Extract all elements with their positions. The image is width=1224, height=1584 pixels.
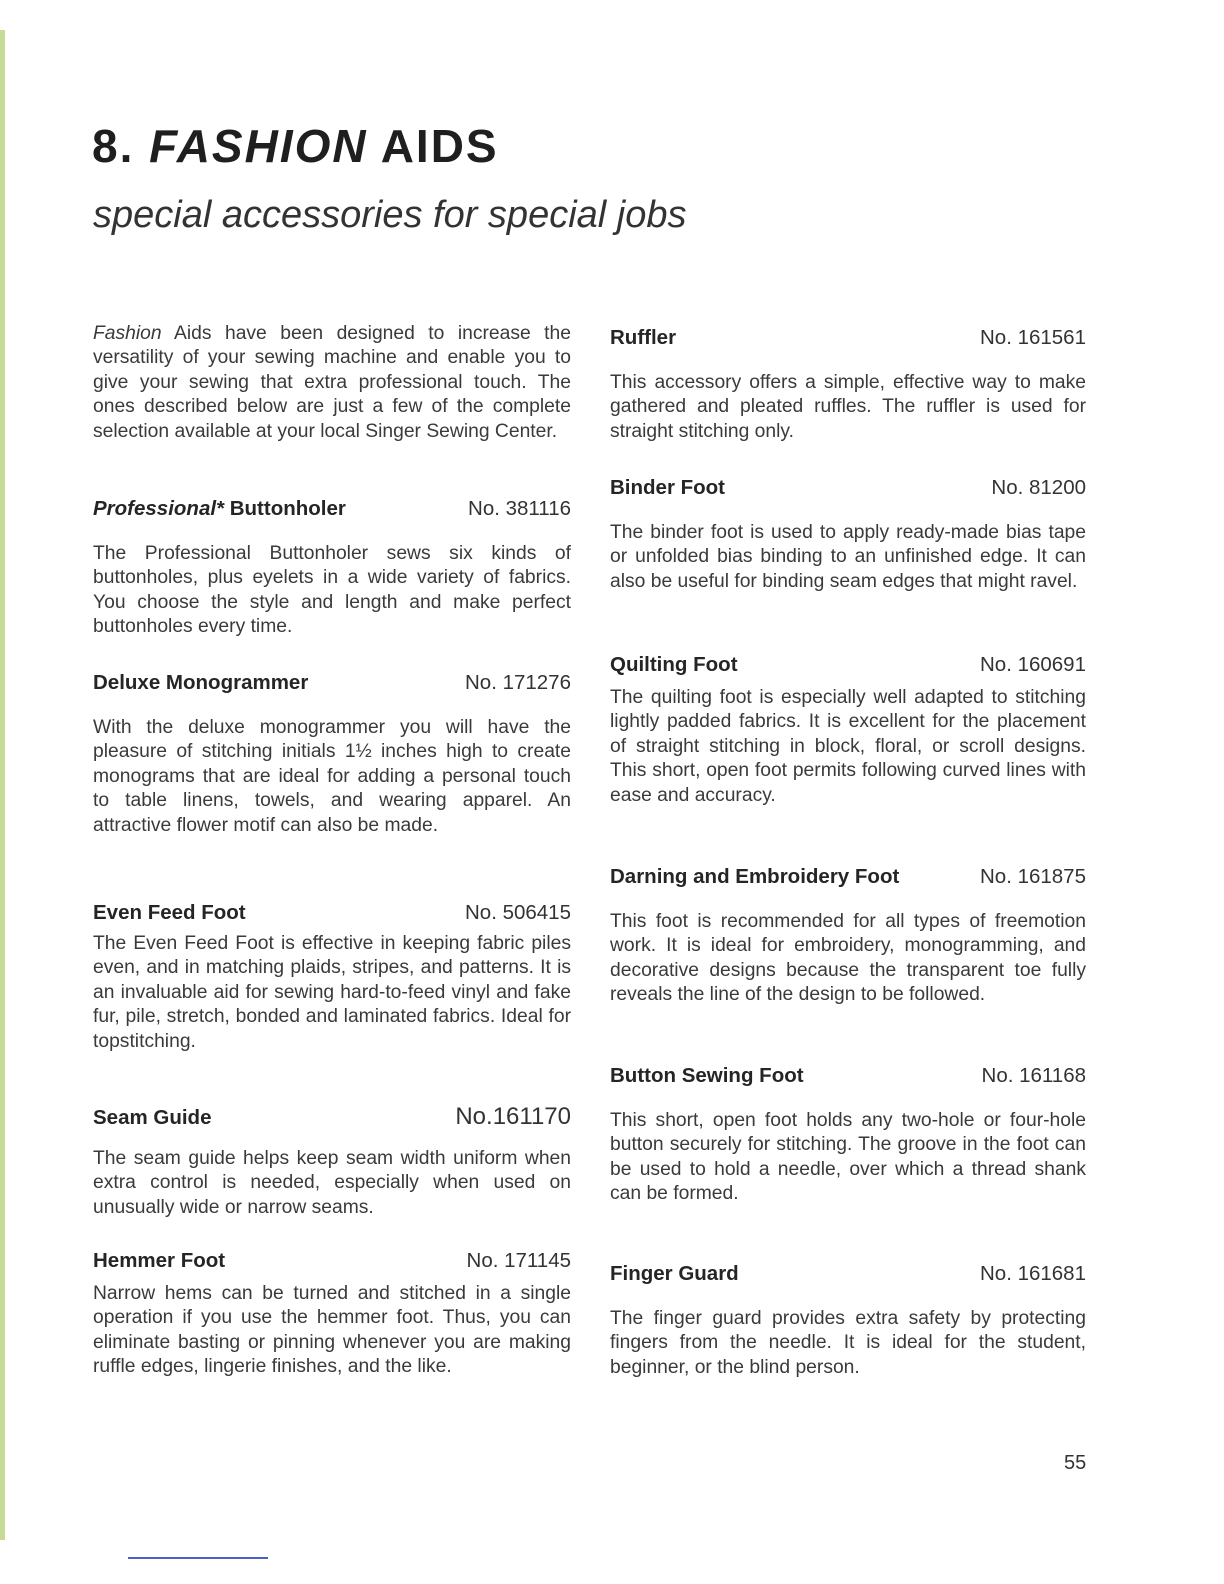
item-name-text: Buttonholer (224, 497, 346, 520)
item-heading (610, 1063, 1086, 1089)
item-description: The seam guide helps keep seam width uniform when extra control is needed, especially when used on unusually wide or narrow seams. (93, 1148, 571, 1218)
page-edge-strip (0, 30, 5, 1540)
item-number: No. 171276 (464, 671, 571, 694)
footer-rule (128, 1557, 268, 1559)
item-description: Narrow hems can be turned and stitched in a single operation if you use the hemmer foot. Thus, you can eliminate basting or pinning whenever you are making ruffle edges, lingerie finishes, and the like. (93, 1283, 571, 1378)
page-subtitle: special accessories for special jobs (93, 194, 687, 236)
item-heading (93, 496, 571, 522)
item-description: The binder foot is used to apply ready-made bias tape or unfolded bias binding to an unfinished edge. It can also be useful for binding seam edges that might ravel. (610, 522, 1086, 592)
item-name: Deluxe Monogrammer (93, 671, 309, 694)
item-name: Hemmer Foot (93, 1249, 226, 1272)
item-name: Quilting Foot (610, 653, 738, 676)
item-name: Finger Guard (610, 1262, 739, 1285)
accessory-item (610, 1063, 1086, 1207)
item-heading (93, 900, 571, 926)
item-heading (610, 864, 1086, 890)
item-number: No.161170 (455, 1103, 571, 1130)
item-number: No. 506415 (464, 901, 571, 924)
accessory-item (93, 1248, 571, 1380)
title-number: 8. (92, 120, 135, 172)
accessory-item (93, 900, 571, 1054)
item-name-italic: Professional* (93, 497, 225, 520)
accessory-item (610, 652, 1086, 808)
item-number: No. 381116 (468, 497, 571, 520)
item-description: The Professional Buttonholer sews six kinds of buttonholes, plus eyelets in a wide variety of fabrics. You choose the style and length and make perfect buttonholes every time. (93, 543, 571, 638)
item-name: Ruffler (610, 326, 677, 349)
accessory-item (610, 1261, 1086, 1380)
intro-text: Aids have been designed to increase the versatility of your sewing machine and enable you to give your sewing that extra professional touch. The ones described below are just a few of the complete selection available at your local Singer Sewing Center. (93, 323, 571, 442)
item-description: The quilting foot is especially well adapted to stitching lightly padded fabrics. It is excellent for the placement of straight stitching in block, floral, or scroll designs. This short, open foot permits following curved lines with ease and accuracy. (610, 687, 1086, 806)
item-description: This foot is recommended for all types of freemotion work. It is ideal for embroidery, monogramming, and decorative designs because the transparent toe fully reveals the line of the design to be followed. (610, 911, 1086, 1006)
item-description: The finger guard provides extra safety by protecting fingers from the needle. It is ideal for the student, beginner, or the blind person. (610, 1308, 1086, 1378)
item-name: Binder Foot (610, 476, 726, 499)
item-name: Button Sewing Foot (610, 1064, 804, 1087)
item-number: No. 81200 (991, 476, 1086, 499)
item-name: Even Feed Foot (93, 901, 246, 924)
intro-lead: Fashion (93, 323, 162, 344)
item-heading (610, 652, 1086, 678)
item-heading (610, 325, 1086, 351)
title-rest: AIDS (380, 120, 499, 172)
item-number: No. 161561 (979, 326, 1086, 349)
accessory-item (93, 496, 571, 640)
accessory-item (610, 475, 1086, 594)
accessory-item (93, 1104, 571, 1220)
item-description: The Even Feed Foot is effective in keeping fabric piles even, and in matching plaids, stripes, and patterns. It is an invaluable aid for sewing hard-to-feed vinyl and fake fur, pile, stretch, bonded and laminated fabrics. Ideal for topstitching. (93, 933, 571, 1052)
intro-paragraph (93, 322, 571, 444)
item-number: No. 160691 (979, 653, 1086, 676)
left-column (93, 322, 571, 1378)
item-number: No. 171145 (466, 1249, 571, 1272)
accessory-item (610, 864, 1086, 1008)
accessory-item (610, 325, 1086, 444)
title-italic: FASHION (149, 120, 368, 172)
item-description: This short, open foot holds any two-hole or four-hole button securely for stitching. The groove in the foot can be used to hold a needle, over which a thread shank can be formed. (610, 1110, 1086, 1205)
item-number: No. 161681 (979, 1262, 1086, 1285)
page-number: 55 (1064, 1452, 1087, 1474)
item-heading (610, 1261, 1086, 1287)
item-number: No. 161168 (981, 1064, 1086, 1087)
page-title (92, 118, 499, 174)
item-number: No. 161875 (979, 865, 1086, 888)
item-heading (93, 1248, 571, 1274)
item-name: Seam Guide (93, 1106, 212, 1129)
item-heading (93, 670, 571, 696)
item-description: This accessory offers a simple, effective way to make gathered and pleated ruffles. The ruffler is used for straight stitching only. (610, 372, 1086, 442)
accessory-item (93, 670, 571, 838)
item-heading (610, 475, 1086, 501)
item-description: With the deluxe monogrammer you will have the pleasure of stitching initials 1½ inches high to create monograms that are ideal for adding a personal touch to table linens, towels, and wearing apparel. An attractive flower motif can also be made. (93, 717, 571, 836)
item-heading (93, 1104, 571, 1131)
item-name: Darning and Embroidery Foot (610, 865, 900, 888)
item-name (93, 496, 346, 522)
